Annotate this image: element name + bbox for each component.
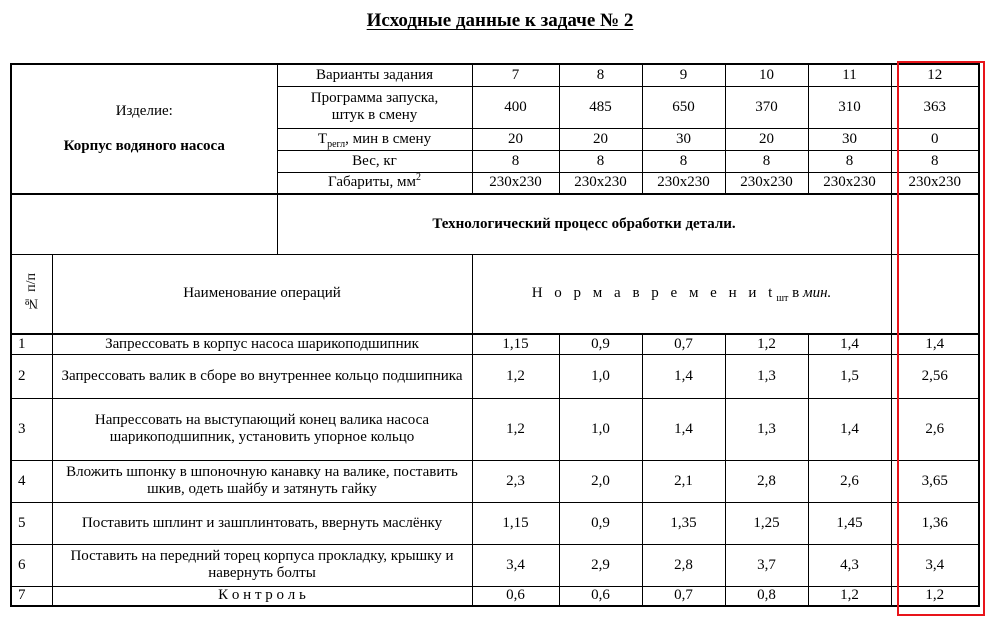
op-time: 1,36 bbox=[891, 502, 979, 544]
op-time: 0,7 bbox=[642, 334, 725, 354]
op-number: 7 bbox=[11, 586, 52, 606]
op-time: 1,35 bbox=[642, 502, 725, 544]
treg-label-main: T bbox=[317, 130, 328, 147]
variants-label: Варианты задания bbox=[277, 64, 472, 86]
weight-cell: 8 bbox=[725, 150, 808, 172]
weight-cell: 8 bbox=[808, 150, 891, 172]
op-time: 2,6 bbox=[808, 460, 891, 502]
table-row bbox=[11, 586, 979, 606]
op-number: 5 bbox=[11, 502, 52, 544]
process-title: Технологический процесс обработки детали. bbox=[277, 194, 891, 254]
operation-header: Наименование операций bbox=[52, 254, 472, 334]
program-label-line1: Программа запуска, bbox=[310, 90, 439, 106]
treg-label-rest: , мин в смену bbox=[345, 130, 432, 147]
op-time: 1,2 bbox=[891, 586, 979, 606]
op-time: 0,9 bbox=[559, 502, 642, 544]
op-time: 2,9 bbox=[559, 544, 642, 586]
product-label: Изделие: bbox=[115, 103, 173, 119]
variant-cell: 10 bbox=[725, 64, 808, 86]
op-time: 1,0 bbox=[559, 354, 642, 398]
program-cell: 370 bbox=[725, 86, 808, 128]
op-number: 4 bbox=[11, 460, 52, 502]
variant-cell: 12 bbox=[891, 64, 979, 86]
op-time: 3,65 bbox=[891, 460, 979, 502]
weight-label: Вес, кг bbox=[277, 150, 472, 172]
page-title bbox=[0, 10, 1000, 32]
page-title-text: Исходные данные к задаче № 2 bbox=[366, 10, 634, 31]
program-label bbox=[277, 86, 472, 128]
op-time: 1,45 bbox=[808, 502, 891, 544]
op-time: 1,4 bbox=[642, 354, 725, 398]
op-time: 3,7 bbox=[725, 544, 808, 586]
product-cell bbox=[11, 64, 277, 194]
op-time: 2,6 bbox=[891, 398, 979, 460]
op-time: 1,3 bbox=[725, 398, 808, 460]
op-time: 1,2 bbox=[472, 354, 559, 398]
norm-prefix: Н о р м а в р е м е н и t bbox=[531, 285, 777, 302]
op-time: 0,9 bbox=[559, 334, 642, 354]
variant-cell: 11 bbox=[808, 64, 891, 86]
op-name: Запрессовать в корпус насоса шарикоподшипник bbox=[52, 334, 472, 354]
op-time: 0,6 bbox=[472, 586, 559, 606]
op-time: 1,4 bbox=[642, 398, 725, 460]
treg-cell: 20 bbox=[559, 128, 642, 150]
op-number: 3 bbox=[11, 398, 52, 460]
op-time: 1,2 bbox=[725, 334, 808, 354]
table-row bbox=[11, 398, 979, 460]
op-name: К о н т р о л ь bbox=[52, 586, 472, 606]
product-name: Корпус водяного насоса bbox=[63, 138, 225, 154]
op-time: 1,4 bbox=[808, 334, 891, 354]
variant-cell: 7 bbox=[472, 64, 559, 86]
number-header-text: № п/п bbox=[24, 272, 40, 310]
op-name: Запрессовать валик в сборе во внутреннее кольцо подшипника bbox=[52, 354, 472, 398]
op-time: 0,6 bbox=[559, 586, 642, 606]
dims-label bbox=[277, 172, 472, 194]
op-time: 0,8 bbox=[725, 586, 808, 606]
op-time: 2,8 bbox=[642, 544, 725, 586]
norm-unit: мин. bbox=[803, 285, 832, 302]
norm-header bbox=[472, 254, 891, 334]
op-time: 1,0 bbox=[559, 398, 642, 460]
norm-middle: в bbox=[788, 285, 803, 302]
process-blank-cell-right bbox=[891, 194, 979, 254]
treg-cell: 30 bbox=[642, 128, 725, 150]
op-name: Поставить шплинт и зашплинтовать, ввернуть маслёнку bbox=[52, 502, 472, 544]
op-time: 2,3 bbox=[472, 460, 559, 502]
norm-sub: шт bbox=[776, 293, 789, 305]
table-row bbox=[11, 334, 979, 354]
op-number: 2 bbox=[11, 354, 52, 398]
program-cell: 363 bbox=[891, 86, 979, 128]
treg-label bbox=[277, 128, 472, 150]
op-number: 1 bbox=[11, 334, 52, 354]
op-time: 1,15 bbox=[472, 502, 559, 544]
operations-header-row bbox=[11, 254, 979, 334]
weight-cell: 8 bbox=[559, 150, 642, 172]
treg-cell: 30 bbox=[808, 128, 891, 150]
dims-cell: 230x230 bbox=[559, 172, 642, 194]
program-cell: 485 bbox=[559, 86, 642, 128]
op-name: Вложить шпонку в шпоночную канавку на валике, поставить шкив, одеть шайбу и затянуть гайку bbox=[52, 460, 472, 502]
op-time: 1,3 bbox=[725, 354, 808, 398]
treg-label-sub: регл bbox=[327, 138, 346, 150]
table-row bbox=[11, 354, 979, 398]
dims-label-main: Габариты, мм bbox=[328, 174, 416, 191]
dims-cell: 230x230 bbox=[891, 172, 979, 194]
table-row bbox=[11, 502, 979, 544]
program-cell: 650 bbox=[642, 86, 725, 128]
op-time: 1,2 bbox=[808, 586, 891, 606]
op-time: 4,3 bbox=[808, 544, 891, 586]
process-title-row bbox=[11, 194, 979, 254]
op-time: 2,56 bbox=[891, 354, 979, 398]
op-time: 2,0 bbox=[559, 460, 642, 502]
number-header bbox=[11, 254, 52, 334]
dims-cell: 230x230 bbox=[808, 172, 891, 194]
op-time: 0,7 bbox=[642, 586, 725, 606]
dims-cell: 230x230 bbox=[472, 172, 559, 194]
variant-cell: 8 bbox=[559, 64, 642, 86]
op-time: 2,1 bbox=[642, 460, 725, 502]
program-cell: 400 bbox=[472, 86, 559, 128]
norm-header-extra bbox=[891, 254, 979, 334]
op-name: Поставить на передний торец корпуса прокладку, крышку и навернуть болты bbox=[52, 544, 472, 586]
weight-cell: 8 bbox=[472, 150, 559, 172]
source-data-table bbox=[10, 63, 980, 607]
op-number: 6 bbox=[11, 544, 52, 586]
weight-cell: 8 bbox=[642, 150, 725, 172]
op-time: 3,4 bbox=[891, 544, 979, 586]
program-label-line2: штук в смену bbox=[331, 107, 418, 123]
dims-cell: 230x230 bbox=[725, 172, 808, 194]
op-name: Напрессовать на выступающий конец валика насоса шарикоподшипник, установить упорное кольцо bbox=[52, 398, 472, 460]
program-cell: 310 bbox=[808, 86, 891, 128]
op-time: 3,4 bbox=[472, 544, 559, 586]
op-time: 1,5 bbox=[808, 354, 891, 398]
dims-label-sup: 2 bbox=[415, 172, 421, 184]
treg-cell: 20 bbox=[725, 128, 808, 150]
dims-cell: 230x230 bbox=[642, 172, 725, 194]
process-blank-cell bbox=[11, 194, 277, 254]
op-time: 1,4 bbox=[891, 334, 979, 354]
op-time: 1,2 bbox=[472, 398, 559, 460]
weight-cell: 8 bbox=[891, 150, 979, 172]
variant-cell: 9 bbox=[642, 64, 725, 86]
op-time: 1,4 bbox=[808, 398, 891, 460]
variants-row bbox=[11, 64, 979, 86]
op-time: 1,25 bbox=[725, 502, 808, 544]
table-row bbox=[11, 460, 979, 502]
treg-cell: 20 bbox=[472, 128, 559, 150]
treg-cell: 0 bbox=[891, 128, 979, 150]
op-time: 2,8 bbox=[725, 460, 808, 502]
op-time: 1,15 bbox=[472, 334, 559, 354]
table-row bbox=[11, 544, 979, 586]
